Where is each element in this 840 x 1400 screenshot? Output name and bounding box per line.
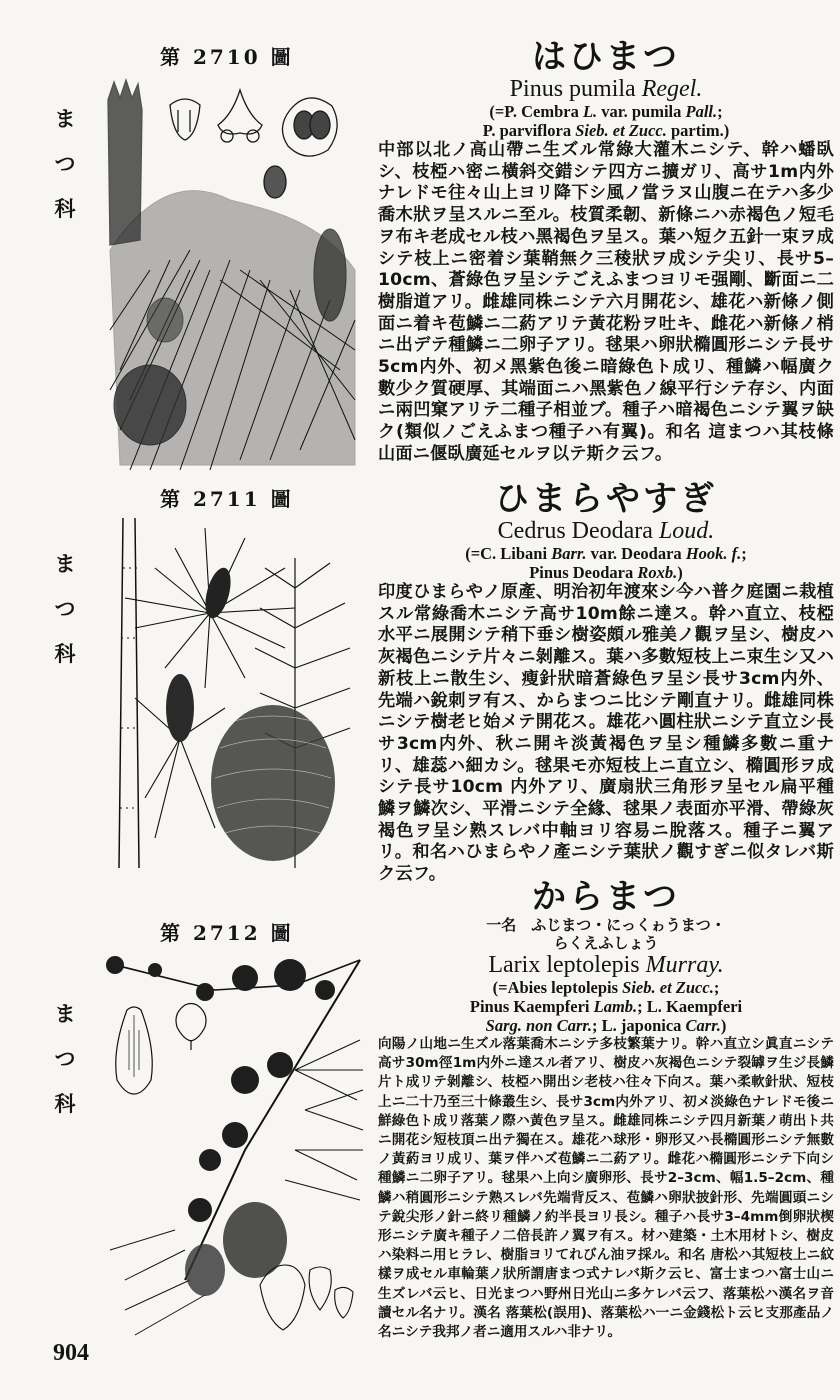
synonym-text: partim.): [666, 121, 730, 140]
synonym-author: Barr.: [551, 544, 587, 563]
species-author: Murray.: [645, 952, 724, 978]
synonym-text: Pinus Deodara: [529, 563, 638, 582]
synonym-author: Sieb. et Zucc.: [622, 978, 714, 997]
entry-cedrus-deodara: [378, 480, 834, 886]
synonym-line: [378, 563, 834, 582]
synonym-text: ): [677, 563, 683, 582]
synonym-line: [378, 544, 834, 563]
synonym-text: var. Deodara: [586, 544, 686, 563]
synonym-text: ;: [741, 544, 747, 563]
synonym-author: Lamb.: [593, 997, 638, 1016]
scientific-name: [378, 76, 834, 102]
family-char: ま: [54, 1001, 76, 1026]
species-name: Cedrus Deodara: [497, 518, 653, 544]
synonym-text: P. parviflora: [482, 121, 576, 140]
synonym-author: Carr.: [685, 1016, 721, 1035]
species-name: Pinus pumila: [509, 76, 636, 102]
family-char: つ: [54, 1046, 76, 1071]
page-number: 904: [53, 1340, 89, 1366]
species-name: Larix leptolepis: [488, 952, 640, 978]
figure-label-2710: 第 2710 圖: [160, 45, 294, 69]
synonym-text: (=P. Cembra: [489, 102, 583, 121]
synonym-line: [378, 978, 834, 997]
japanese-name: からまつ: [532, 877, 680, 917]
synonym-author: Pall.: [685, 102, 718, 121]
synonym-text: Pinus Kaempferi: [469, 997, 594, 1016]
alternate-names: 一名 ふじまつ・にっくゎうまつ・: [486, 916, 726, 934]
cedrus-deodara-illustration: [95, 508, 360, 868]
figure-label-2711: 第 2711 圖: [160, 487, 294, 511]
description: 中部以北ノ高山帶ニ生ズル常綠大灌木ニシテ、幹ハ蟠臥シ、枝椏ハ密ニ橫斜交錯シテ四方ニ擴ガリ、高サ1m内外ナレドモ往々山上ヨリ降下シ風ノ當ラヌ山腹ニ在テハ多少喬木狀ヲ呈スルニ至ル。枝質柔韌、新條ニハ赤褐色ノ短毛ヲ布キ老成セル枝ハ黑褐色ヲ呈ス。葉ハ短ク五針一束ヲ成シテ枝上ニ密着シ葉鞘無ク三稜狀ヲ成シテ尖リ、長サ5–10cm、蒼綠色ヲ呈シテごえふまつヨリモ强剛、斷面ニ二樹脂道アリ。雌雄同株ニシテ六月開花シ、雄花ハ新條ノ側面ニ着キ苞鱗ニ二葯アリテ黃花粉ヲ吐キ、雌花ハ新條ノ梢ニ出デテ種鱗ニ二卵子アリ。毬果ハ卵狀橢圓形ニシテ長サ5cm内外、初メ黑紫色後ニ暗綠色ト成リ、種鱗ハ幅廣ク數少ク質硬厚、其端面ニハ黑紫色ノ線平行シテ存シ、内面ニ兩凹窠アリテ二種子相並ブ。種子ハ暗褐色ニシテ翼ヲ缺ク(類似ノごえふまつ種子ハ有翼)。和名 這まつハ其枝條山面ニ偃臥廣延セルヲ以テ斯ク云フ。: [378, 140, 834, 464]
species-author: Loud.: [658, 518, 715, 544]
species-author: Regel.: [641, 76, 703, 102]
entry-pinus-pumila: [378, 38, 834, 466]
synonym-author: Sarg. non Carr.: [485, 1016, 593, 1035]
japanese-name: ひまらやすぎ: [495, 479, 717, 519]
synonym-line: [378, 121, 834, 140]
family-label: [52, 553, 78, 664]
synonym-text: ;: [713, 978, 720, 997]
synonym-text: ): [720, 1016, 727, 1035]
family-label: [52, 1003, 78, 1114]
synonym-line: [378, 102, 834, 121]
family-char: 科: [54, 641, 76, 666]
synonym-text: (=Abies leptolepis: [492, 978, 623, 997]
scientific-name: [378, 518, 834, 544]
synonym-text: (=C. Libani: [465, 544, 552, 563]
synonym-text: ; L. Kaempferi: [637, 997, 743, 1016]
family-char: つ: [54, 151, 76, 176]
figure-label-2712: 第 2712 圖: [160, 921, 294, 945]
family-char: ま: [54, 551, 76, 576]
synonym-author: L.: [582, 102, 598, 121]
entry-larix-leptolepis: [378, 878, 834, 1342]
alternate-names: らくえふしょう: [553, 934, 659, 952]
synonym-line: [378, 997, 834, 1016]
pinus-pumila-illustration: [90, 70, 365, 470]
synonym-text: ;: [717, 102, 723, 121]
family-char: ま: [54, 106, 76, 131]
description: 印度ひまらやノ原產、明治初年渡來シ今ハ普ク庭園ニ栽植スル常綠喬木ニシテ高サ10m餘ニ達ス。幹ハ直立、枝椏水平ニ展開シテ稍下垂シ樹姿頗ル雅美ノ觀ヲ呈シ、樹皮ハ灰褐色ニシテ片々ニ剝離ス。葉ハ多數短枝上ニ束生シ又ハ新枝上ニ散生シ、瘦針狀暗蒼綠色ヲ呈シ長サ3cm内外、先端ハ銳刺ヲ有ス、からまつニ比シテ剛直ナリ。雌雄同株ニシテ樹老ヒ始メテ開花ス。雄花ハ圓柱狀ニシテ直立シ長サ3cm内外、秋ニ開キ淡黃褐色ヲ呈シ種鱗多數ニ重ナリ、雄蕊ハ細カシ。毬果モ亦短枝上ニ直立シ、橢圓形ヲ成シテ長サ10cm 内外アリ、廣扇狀三角形ヲ呈セル扁平種鱗ヲ鱗次シ、平滑ニシテ全緣、毬果ノ表面亦平滑、帶綠灰褐色ヲ呈シ熟スレバ中軸ヨリ容易ニ脫落ス。種子ニ翼アリ。和名ハひまらやノ產ニシテ葉狀ノ觀すぎニ似タレバ斯ク云フ。: [378, 582, 834, 885]
synonym-text: var. pumila: [597, 102, 686, 121]
synonym-author: Sieb. et Zucc.: [575, 121, 667, 140]
synonym-line: [378, 1016, 834, 1035]
synonym-author: Roxb.: [637, 563, 678, 582]
family-char: 科: [54, 196, 76, 221]
description: 向陽ノ山地ニ生ズル落葉喬木ニシテ多枝繁葉ナリ。幹ハ直立シ眞直ニシテ高サ30m徑1m内外ニ達スル者アリ、樹皮ハ灰褐色ニシテ裂罅ヲ生ジ長鱗片ト成リテ剝離シ、枝椏ハ開出シ老枝ハ往々下向ス。葉ハ柔軟針狀、短枝上ニ二十乃至三十條叢生シ、長サ3cm内外アリ、初メ淡綠色ナレドモ後ニ鮮綠色ト成リ落葉ノ際ハ黃色ヲ呈ス。雌雄同株ニシテ四月新葉ノ萌出ト共ニ開花シ短枝頂ニ出テ獨在ス。雄花ハ球形・卵形又ハ長橢圓形ニシテ無數ノ黃葯ヨリ成リ、葉ヲ伴ハズ苞鱗ニ二葯アリ。雌花ハ橢圓形ニシテ下向シ種鱗ニ二卵子アリ。毬果ハ上向シ廣卵形、長サ2–3cm、幅1.5–2cm、種鱗ハ稍圓形ニシテ熟スレバ先端背反ス、苞鱗ハ卵狀披針形、先端圓頭ニシテ銳尖形ノ針ニ終リ種鱗ノ約半長ヨリ長シ。種子ハ長サ3–4mm倒卵狀楔形ニシテ廣キ種子ノ二倍長許ノ翼ヲ有ス。材ハ建築・土木用材トシ、樹皮ハ染料ニ用ヒラレ、樹脂ヨリてれびん油ヲ採ル。和名 唐松ハ其短枝上ニ紋樣ヲ成セル車輪葉ノ狀所謂唐まつ式ナレバ斯ク云ヒ、富士まつハ富士山ニ生ズレバ云ヒ、日光まつハ野州日光山ニ多ケレバ云フ、落葉松ハ漢名ヲ音讀セル名ナリ。漢名 落葉松(誤用)、落葉松ハ一ニ金錢松ト云ヒ支那產品ノ名ニシテ我邦ノ者ニ適用スルハ非ナリ。: [378, 1036, 834, 1341]
synonym-text: ; L. japonica: [592, 1016, 686, 1035]
japanese-name: はひまつ: [532, 37, 680, 77]
synonym-author: Hook. f.: [685, 544, 742, 563]
larix-leptolepis-illustration: [95, 950, 367, 1340]
family-char: つ: [54, 596, 76, 621]
family-char: 科: [54, 1091, 76, 1116]
scientific-name: [378, 952, 834, 978]
family-label: [52, 108, 78, 219]
